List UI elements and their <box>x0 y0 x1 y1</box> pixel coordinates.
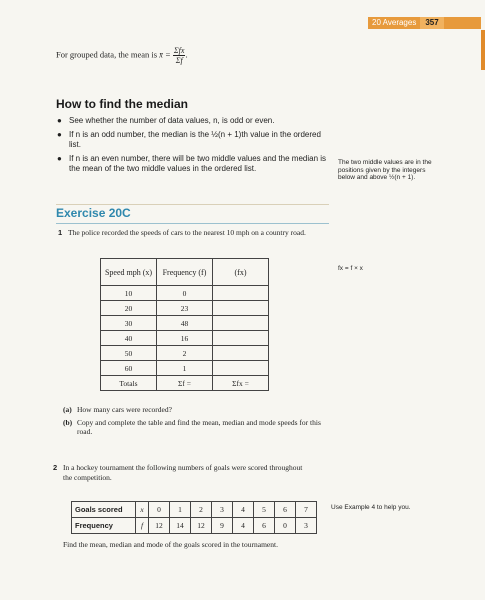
mean-fraction <box>173 46 186 65</box>
table-cell: 12 <box>149 518 170 534</box>
fraction-numerator: Σfx <box>173 46 185 55</box>
table-cell: 48 <box>157 316 213 331</box>
table-cell <box>213 361 269 376</box>
margin-note-fx: fx = f × x <box>338 265 363 272</box>
table-cell: 6 <box>275 502 296 518</box>
question-1-parts <box>63 405 333 440</box>
formula-period: . <box>185 49 188 60</box>
table-cell: 14 <box>170 518 191 534</box>
sub-question-label: (a) <box>63 405 72 414</box>
table-cell <box>213 331 269 346</box>
table-cell: 60 <box>101 361 157 376</box>
sub-question-text: How many cars were recorded? <box>77 405 172 414</box>
table-cell: 23 <box>157 301 213 316</box>
question-text: In a hockey tournament the following numbers of goals were scored throughout the competition. <box>63 463 303 482</box>
table-cell: 2 <box>157 346 213 361</box>
question-number: 2 <box>53 463 58 472</box>
table-cell <box>213 286 269 301</box>
sum-fx-cell: Σfx = <box>213 376 269 391</box>
question-1 <box>58 228 318 238</box>
question-text: The police recorded the speeds of cars to the nearest 10 mph on a country road. <box>68 228 306 237</box>
table-cell: 16 <box>157 331 213 346</box>
mean-formula-text: For grouped data, the mean is <box>56 49 158 60</box>
bullet-item: ● If n is an odd number, the median is the ½(n + 1)th value in the ordered list. <box>57 130 332 150</box>
row-symbol: x <box>136 502 149 518</box>
table-cell <box>213 346 269 361</box>
question-2-follow-up: Find the mean, median and mode of the goals scored in the tournament. <box>63 540 278 549</box>
table-cell: 3 <box>212 502 233 518</box>
page-edge-marker <box>481 30 485 70</box>
question-2 <box>53 463 323 482</box>
speed-table <box>100 258 269 391</box>
table-cell: 1 <box>170 502 191 518</box>
row-label-frequency: Frequency <box>72 518 136 534</box>
sub-question-text: Copy and complete the table and find the mean, median and mode speeds for this road. <box>77 418 321 436</box>
table-cell: 4 <box>233 518 254 534</box>
table-cell: 3 <box>296 518 317 534</box>
margin-note-example: Use Example 4 to help you. <box>331 504 411 511</box>
exercise-title: Exercise 20C <box>56 206 131 220</box>
table-cell: 7 <box>296 502 317 518</box>
col-header-speed: Speed mph (x) <box>101 259 157 286</box>
table-cell: 2 <box>191 502 212 518</box>
margin-note-median: The two middle values are in the positions given by the integers below and above ½(n + 1). <box>338 159 432 181</box>
median-bullets <box>57 116 332 178</box>
table-cell: 12 <box>191 518 212 534</box>
mean-symbol: x̄ = <box>159 49 171 60</box>
sub-question <box>63 418 333 436</box>
table-cell: 40 <box>101 331 157 346</box>
sub-question <box>63 405 333 414</box>
bullet-item: ● See whether the number of data values, n, is odd or even. <box>57 116 332 126</box>
bullet-item: ● If n is an even number, there will be two middle values and the median is the mean of the two middle values in the ordered list. <box>57 154 332 174</box>
table-cell: 9 <box>212 518 233 534</box>
sum-f-cell: Σf = <box>157 376 213 391</box>
table-cell: 50 <box>101 346 157 361</box>
chapter-title: 20 Averages <box>372 18 417 27</box>
table-cell <box>213 316 269 331</box>
table-cell: 0 <box>157 286 213 301</box>
row-symbol: f <box>136 518 149 534</box>
table-cell: 10 <box>101 286 157 301</box>
divider <box>56 204 329 205</box>
table-cell: 1 <box>157 361 213 376</box>
mean-formula-line <box>56 46 188 65</box>
totals-label: Totals <box>101 376 157 391</box>
table-cell: 5 <box>254 502 275 518</box>
table-cell: 0 <box>149 502 170 518</box>
row-label-goals: Goals scored <box>72 502 136 518</box>
question-number: 1 <box>58 228 63 237</box>
divider <box>56 223 329 224</box>
sub-question-label: (b) <box>63 418 73 427</box>
table-cell: 4 <box>233 502 254 518</box>
table-cell <box>213 301 269 316</box>
col-header-fx: (fx) <box>213 259 269 286</box>
col-header-frequency: Frequency (f) <box>157 259 213 286</box>
fraction-denominator: Σf <box>175 56 183 65</box>
goals-table <box>71 501 317 534</box>
table-cell: 30 <box>101 316 157 331</box>
page-number: 357 <box>420 17 444 29</box>
table-cell: 6 <box>254 518 275 534</box>
table-cell: 20 <box>101 301 157 316</box>
median-heading: How to find the median <box>56 97 188 111</box>
table-cell: 0 <box>275 518 296 534</box>
